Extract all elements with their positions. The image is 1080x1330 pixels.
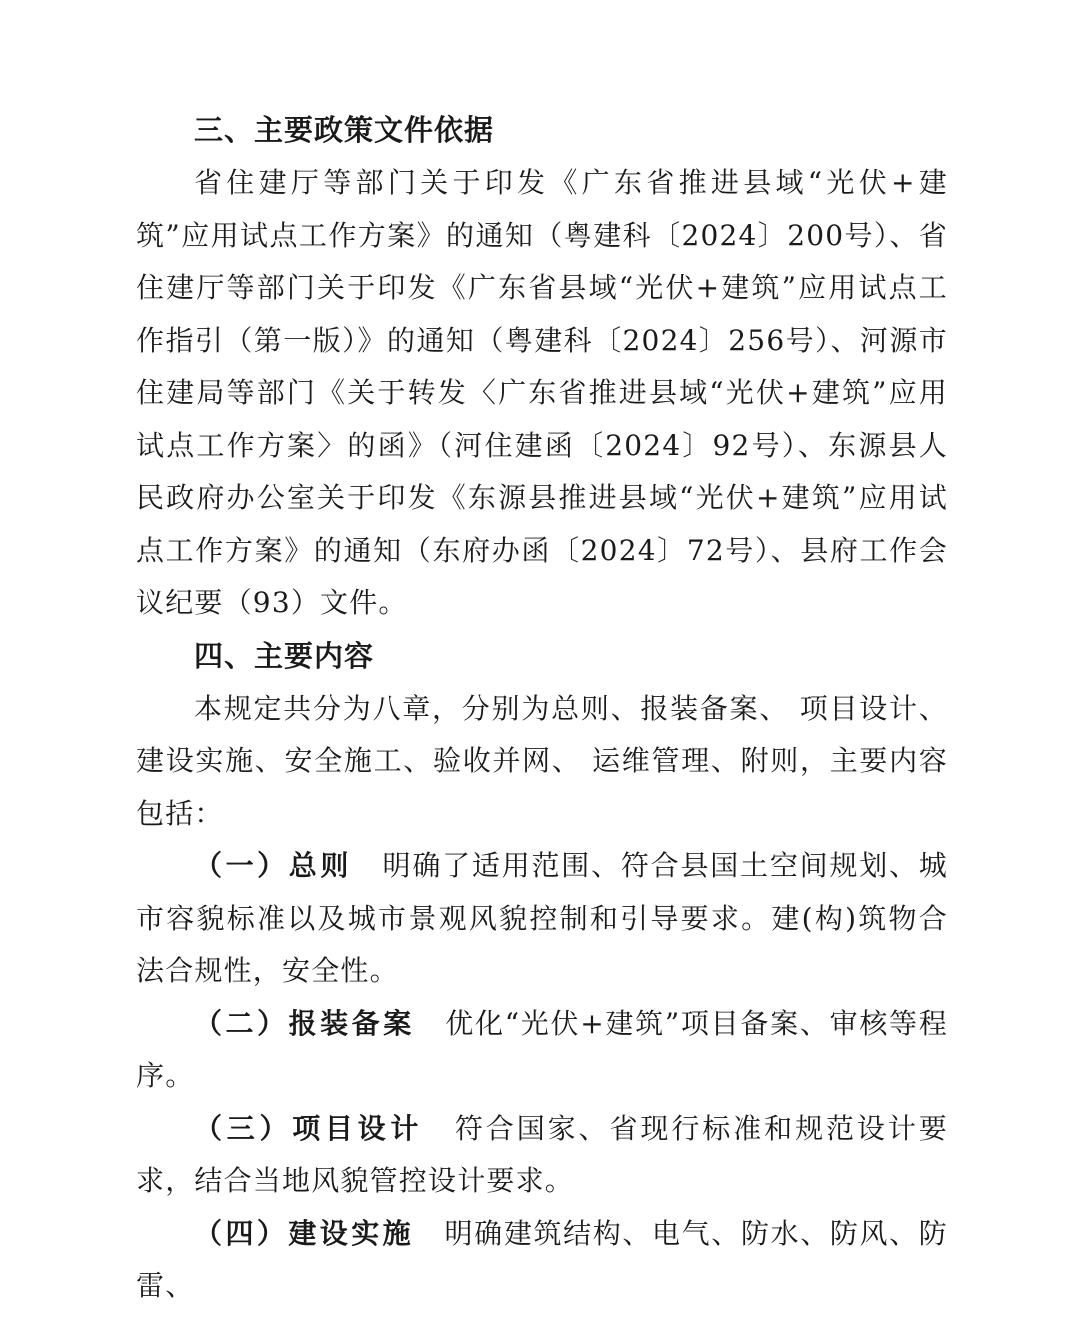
item-filing-title: （二）报装备案 — [194, 1006, 415, 1040]
item-general-paragraph — [136, 840, 948, 998]
item-design-text: 符合国家、省现行标准和规范设计要求，结合当地风貌管控设计要求。 — [136, 1111, 948, 1197]
item-general-text: 明确了适用范围、符合县国土空间规划、城市容貌标准以及城市景观风貌控制和引导要求。建(构)筑物合法合规性，安全性。 — [136, 849, 948, 987]
document-page — [136, 104, 948, 1313]
section-four-heading: 四、主要内容 — [194, 638, 375, 673]
policy-basis-paragraph: 省住建厅等部门关于印发《广东省推进县域“光伏+建筑”应用试点工作方案》的通知（粤建科〔2024〕200号）、省住建厅等部门关于印发《广东省县域“光伏+建筑”应用试点工作指引（第一版）》的通知（粤建科〔2024〕256号）、河源市住建局等部门《关于转发〈广东省推进县域“光伏+建筑”应用试点工作方案〉的函》（河住建函〔2024〕92号）、东源县人民政府办公室关于印发《东源县推进县域“光伏+建筑”应用试点工作方案》的通知（东府办函〔2024〕72号）、县府工作会议纪要（93）文件。 — [136, 166, 948, 619]
item-filing-text: 优化“光伏+建筑”项目备案、审核等程序。 — [136, 1006, 948, 1092]
item-construction-title: （四）建设实施 — [194, 1216, 415, 1250]
item-filing-paragraph — [136, 998, 948, 1103]
section-three-heading: 三、主要政策文件依据 — [194, 113, 495, 147]
content-intro-paragraph: 本规定共分为八章，分别为总则、报装备案、 项目设计、建设实施、安全施工、验收并网、 运维管理、附则，主要内容包括： — [136, 691, 948, 830]
item-design-paragraph — [136, 1103, 948, 1208]
item-construction-text: 明确建筑结构、电气、防水、防风、防雷、 — [136, 1216, 948, 1302]
item-construction-paragraph — [136, 1208, 948, 1313]
item-design-title: （三）项目设计 — [194, 1111, 424, 1145]
item-general-title: （一）总则 — [194, 849, 352, 882]
